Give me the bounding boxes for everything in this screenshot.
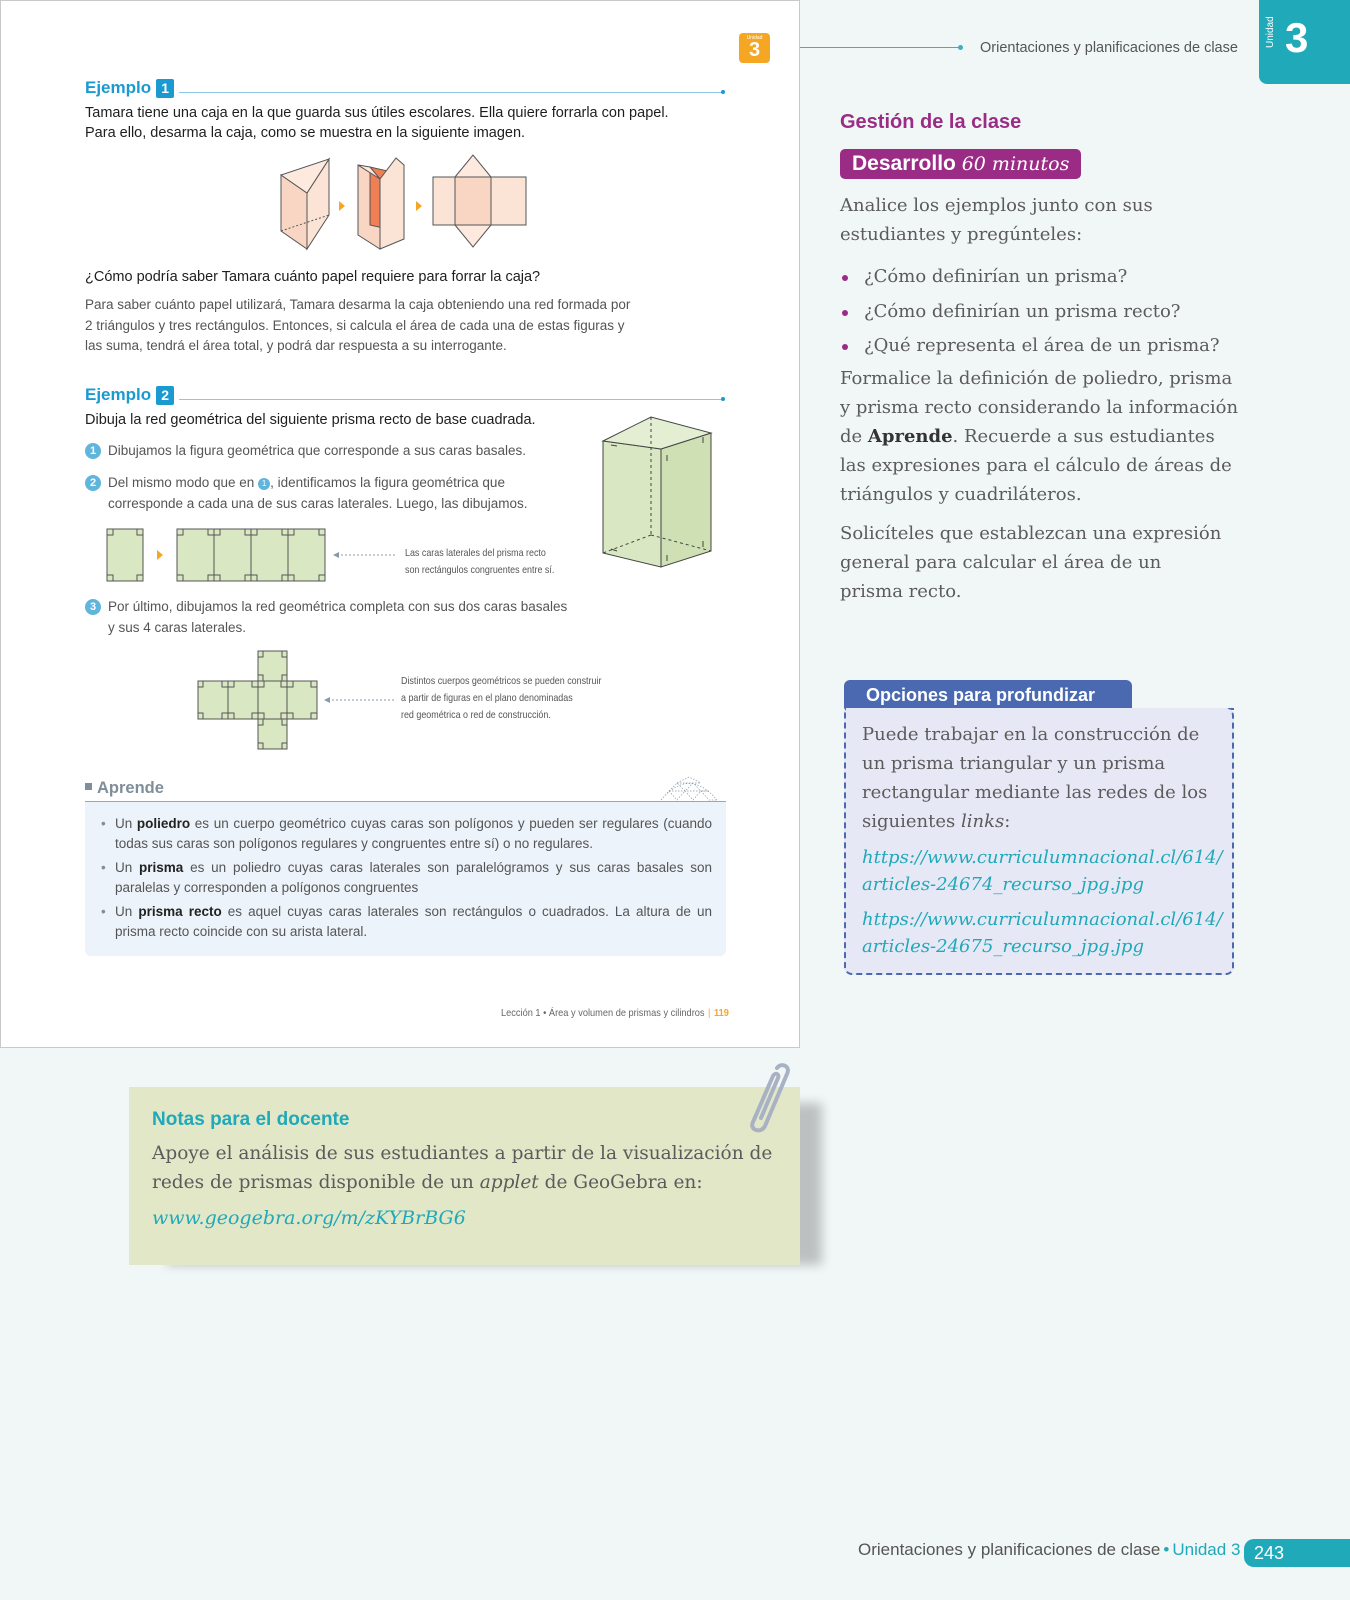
ejemplo-2-number: 2 [156,386,174,405]
footer-lesson-text: Lección 1 • Área y volumen de prismas y cilindros [501,1007,705,1019]
opciones-line-1: Puede trabajar en la construcción de [862,724,1200,745]
para-2-line-3-post: . Recuerde a sus estudiantes [952,426,1215,447]
intro-line-1: Tamara tiene una caja en la que guarda sus útiles escolares. Ella quiere forrarla con papel. [85,105,669,121]
step-2-text-c: corresponde a cada una de sus caras laterales. Luego, las dibujamos. [108,495,528,511]
opciones-line-4 [862,807,1216,836]
note-2-line-3: red geométrica o red de construcción. [401,709,551,721]
notes-applet-word: applet [479,1172,539,1193]
aprende-item [99,902,712,942]
net-note [401,673,601,724]
lateral-faces-note [405,545,554,579]
footer-page-number: 119 [713,1007,729,1019]
student-page [0,0,800,1048]
ejemplo-1-intro [85,103,669,143]
link-2-line-1[interactable]: https://www.curriculumnacional.cl/614/ [862,909,1223,930]
resource-link-2[interactable] [862,906,1223,960]
notes-line-1: Apoye el análisis de sus estudiantes a partir de la visualización de [152,1143,773,1164]
notes-line-2 [152,1168,778,1197]
opciones-line-2: un prisma triangular y un prisma [862,753,1166,774]
aprende-item-post: es un poliedro cuyas caras laterales son paralelógramos y sus caras basales son paralelas y corresponden a polígonos congruentes [115,860,712,895]
student-page-footer [501,1007,729,1019]
note-1-line-2: son rectángulos congruentes entre sí. [405,564,555,576]
ejemplo-2-heading [85,385,174,405]
para-1-line-1: Analice los ejemplos junto con sus [840,195,1153,216]
question-item: ¿Qué representa el área de un prisma? [840,329,1220,364]
header-text: Orientaciones y planificaciones de clase [980,40,1238,56]
ejemplo-1-answer [85,295,630,357]
para-3-line-3: prisma recto. [840,581,962,602]
notes-line-2-post: de GeoGebra en: [538,1172,703,1193]
desarrollo-badge [840,149,1081,179]
aprende-item-pre: Un [115,860,140,875]
resource-link-1[interactable] [862,844,1223,898]
aprende-item [99,814,712,854]
notes-box [129,1087,800,1265]
question-item: ¿Cómo definirían un prisma? [840,260,1220,295]
aprende-item-pre: Un [115,904,139,919]
ejemplo-2-rule [179,399,723,400]
aprende-item-pre: Un [115,816,137,831]
aprende-item-post: es aquel cuyas caras laterales son rectángulos o cuadrados. La altura de un prisma recto coincide con su arista lateral. [115,904,712,939]
step-2-ref-number: 1 [258,478,270,490]
para-3-line-1: Solicíteles que establezcan una expresión [840,523,1222,544]
opciones-line-4-post: : [1004,811,1011,832]
prism-net-figure [196,649,416,751]
square-prism-figure [599,415,719,571]
unit-tab-label: Unidad [1265,16,1276,48]
step-2-number: 2 [85,475,101,491]
para-3-line-2: general para calcular el área de un [840,552,1162,573]
ejemplo-1-heading [85,78,174,98]
ejemplo-1-question: ¿Cómo podría saber Tamara cuánto papel requiere para forrar la caja? [85,269,541,285]
unit-badge-number: 3 [748,39,761,61]
answer-line-2: 2 triángulos y tres rectángulos. Entonces, si calcula el área de cada una de estas figuras y [85,317,625,333]
step-3-line-1: Por último, dibujamos la red geométrica completa con sus dos caras basales [108,599,568,614]
link-1-line-2[interactable]: articles-24674_recurso_jpg.jpg [862,874,1144,895]
notes-title: Notas para el docente [152,1109,350,1130]
para-2-line-3-pre: de [840,426,868,447]
step-1 [85,441,526,462]
unit-badge-label: Unidad [746,35,763,41]
step-1-number: 1 [85,443,101,459]
para-2-line-4: las expresiones para el cálculo de áreas de [840,455,1232,476]
aprende-title: Aprende [85,779,164,798]
step-3 [85,597,567,638]
aprende-term-prisma-recto: prisma recto [138,904,222,919]
step-3-number: 3 [85,599,101,615]
ejemplo-2-intro: Dibuja la red geométrica del siguiente prisma recto de base cuadrada. [85,412,536,428]
ejemplo-2-title: Ejemplo [85,385,152,404]
para-2-line-1: Formalice la definición de poliedro, prisma [840,368,1233,389]
step-3-line-2: y sus 4 caras laterales. [108,619,247,635]
page-footer-unit: Unidad 3 [1172,1540,1241,1559]
question-item: ¿Cómo definirían un prisma recto? [840,295,1220,330]
ejemplo-1-title: Ejemplo [85,78,152,97]
unit-tab-number: 3 [1285,14,1309,61]
step-2-text-b: , identificamos la figura geométrica que [270,475,505,490]
para-1-line-2: estudiantes y pregúnteles: [840,224,1083,245]
step-2 [85,473,528,514]
aprende-term-poliedro: poliedro [136,816,191,831]
opciones-box [844,708,1234,975]
step-2-text-a: Del mismo modo que en [108,475,259,490]
opciones-title: Opciones para profundizar [844,680,1132,710]
guide-paragraph-2 [840,364,1240,509]
answer-line-1: Para saber cuánto papel utilizará, Tamara desarma la caja obteniendo una red formada por [85,297,631,312]
para-2-aprende-ref: Aprende [867,426,953,447]
guide-paragraph-3 [840,519,1240,606]
intro-line-2: Para ello, desarma la caja, como se muestra en la siguiente imagen. [85,125,526,141]
page-footer-text: Orientaciones y planificaciones de clase [858,1540,1161,1559]
header-rule [800,47,960,48]
note-2-line-2: a partir de figuras en el plano denominadas [401,692,573,704]
ejemplo-1-number: 1 [156,79,174,98]
footer-separator: | [708,1007,711,1019]
ejemplo-1-rule [179,92,723,93]
geogebra-link[interactable]: www.geogebra.org/m/zKYBrBG6 [152,1207,466,1229]
opciones-line-3: rectangular mediante las redes de los [862,782,1208,803]
note-1-line-1: Las caras laterales del prisma recto [405,547,546,559]
answer-line-3: las suma, tendrá el área total, y podrá dar respuesta a su interrogante. [85,338,507,353]
aprende-item [99,858,712,898]
guide-paragraph-1 [840,191,1240,249]
gestion-title: Gestión de la clase [840,111,1022,133]
opciones-line-4-pre: siguientes [862,811,961,832]
link-2-line-2[interactable]: articles-24675_recurso_jpg.jpg [862,936,1144,957]
link-1-line-1[interactable]: https://www.curriculumnacional.cl/614/ [862,847,1223,868]
unit-tab [1259,0,1350,84]
page-footer [858,1540,1240,1560]
box-unfolding-figure [276,153,541,258]
page-footer-dot: • [1163,1540,1170,1559]
para-2-line-5: triángulos y cuadriláteros. [840,484,1082,505]
para-2-line-2: y prisma recto considerando la información [840,397,1239,418]
desarrollo-time: 60 minutos [961,153,1070,175]
opciones-links-word: links [960,811,1005,832]
notes-text [152,1139,778,1197]
para-2-line-3 [840,422,1240,451]
paperclip-icon [747,1060,791,1136]
geodesic-dome-icon [659,773,719,801]
guide-question-list [840,260,1220,364]
step-1-text: Dibujamos la figura geométrica que corresponde a sus caras basales. [108,443,526,458]
page-number-badge: 243 [1244,1539,1350,1567]
desarrollo-label: Desarrollo [852,152,956,175]
aprende-term-prisma: prisma [139,860,184,875]
notes-line-2-pre: redes de prismas disponible de un [152,1172,480,1193]
aprende-box [85,802,726,956]
unit-badge [739,33,770,63]
aprende-item-post: es un cuerpo geométrico cuyas caras son polígonos y pueden ser regulares (cuando todas sus caras son polígonos regulares y congruentes entre sí) o no regulares. [115,816,712,851]
note-2-line-1: Distintos cuerpos geométricos se pueden construir [401,675,602,687]
